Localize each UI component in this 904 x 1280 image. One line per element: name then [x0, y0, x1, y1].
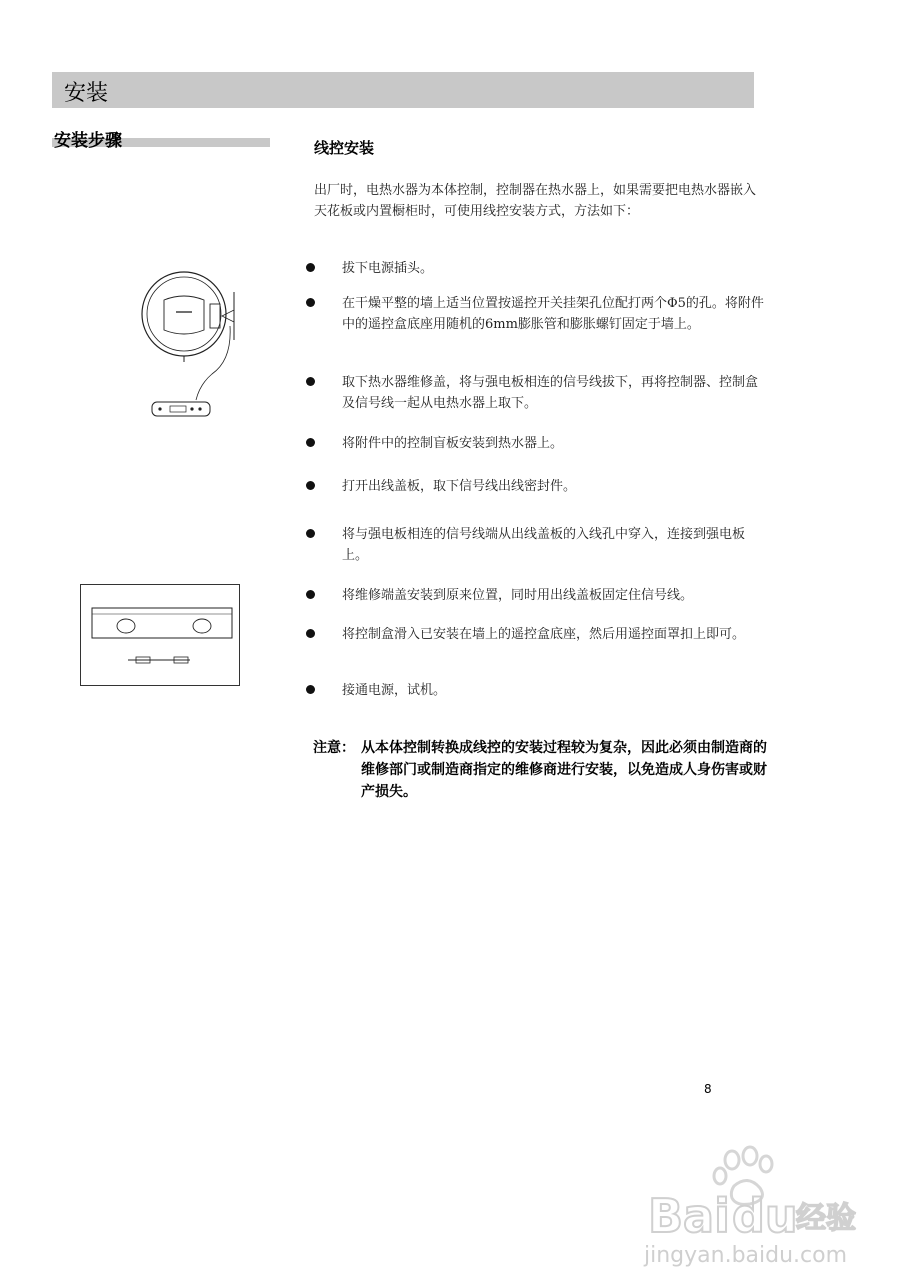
step-text: 在干燥平整的墙上适当位置按遥控开关挂架孔位配打两个Φ5的孔。将附件中的遥控盒底座用随机的6mm膨胀管和膨胀螺钉固定于墙上。 [342, 296, 764, 332]
step-text: 将附件中的控制盲板安装到热水器上。 [342, 436, 564, 451]
bullet-icon [306, 481, 315, 490]
step-item [306, 476, 766, 497]
page-title: 安装 [64, 81, 109, 106]
water-heater-diagram [130, 270, 250, 430]
subsection-title: 线控安装 [314, 139, 375, 157]
step-item [306, 258, 766, 279]
bullet-icon [306, 438, 315, 447]
step-item [306, 585, 766, 606]
page-number: 8 [704, 1082, 712, 1096]
header-bar [52, 72, 754, 108]
svg-text:经验: 经验 [796, 1201, 856, 1236]
note-label: 注意： [313, 740, 355, 756]
step-text: 将控制盒滑入已安装在墙上的遥控盒底座，然后用遥控面罩扣上即可。 [342, 627, 746, 642]
step-item [306, 372, 766, 414]
step-text: 取下热水器维修盖，将与强电板相连的信号线拔下，再将控制器、控制盒及信号线一起从电热水器上取下。 [342, 375, 759, 411]
svg-text:Bai: Bai [648, 1189, 730, 1243]
bullet-icon [306, 377, 315, 386]
step-text: 将维修端盖安装到原来位置，同时用出线盖板固定住信号线。 [342, 588, 694, 603]
intro-paragraph: 出厂时，电热水器为本体控制，控制器在热水器上，如果需要把电热水器嵌入天花板或内置橱柜时，可使用线控安装方式，方法如下： [314, 183, 757, 219]
step-text: 打开出线盖板，取下信号线出线密封件。 [342, 479, 577, 494]
baidu-watermark-logo [640, 1140, 880, 1270]
bullet-icon [306, 590, 315, 599]
svg-text:du: du [732, 1189, 798, 1243]
bullet-icon [306, 685, 315, 694]
step-item [306, 680, 766, 701]
step-item [306, 433, 766, 454]
step-text: 将与强电板相连的信号线端从出线盖板的入线孔中穿入，连接到强电板上。 [342, 527, 746, 563]
bullet-icon [306, 629, 315, 638]
bullet-icon [306, 263, 315, 272]
step-text: 拔下电源插头。 [342, 261, 434, 276]
step-item [306, 524, 766, 566]
warning-note [313, 737, 773, 803]
step-item [306, 293, 766, 335]
svg-text:jingyan.baidu.com: jingyan.baidu.com [644, 1243, 848, 1268]
bullet-icon [306, 529, 315, 538]
cover-plate-diagram [80, 584, 240, 686]
bullet-icon [306, 298, 315, 307]
step-text: 接通电源，试机。 [342, 683, 447, 698]
section-title: 安装步骤 [54, 131, 122, 151]
step-item [306, 624, 766, 645]
note-text: 从本体控制转换成线控的安装过程较为复杂，因此必须由制造商的维修部门或制造商指定的维修商进行安装，以免造成人身伤害或财产损失。 [361, 740, 767, 800]
